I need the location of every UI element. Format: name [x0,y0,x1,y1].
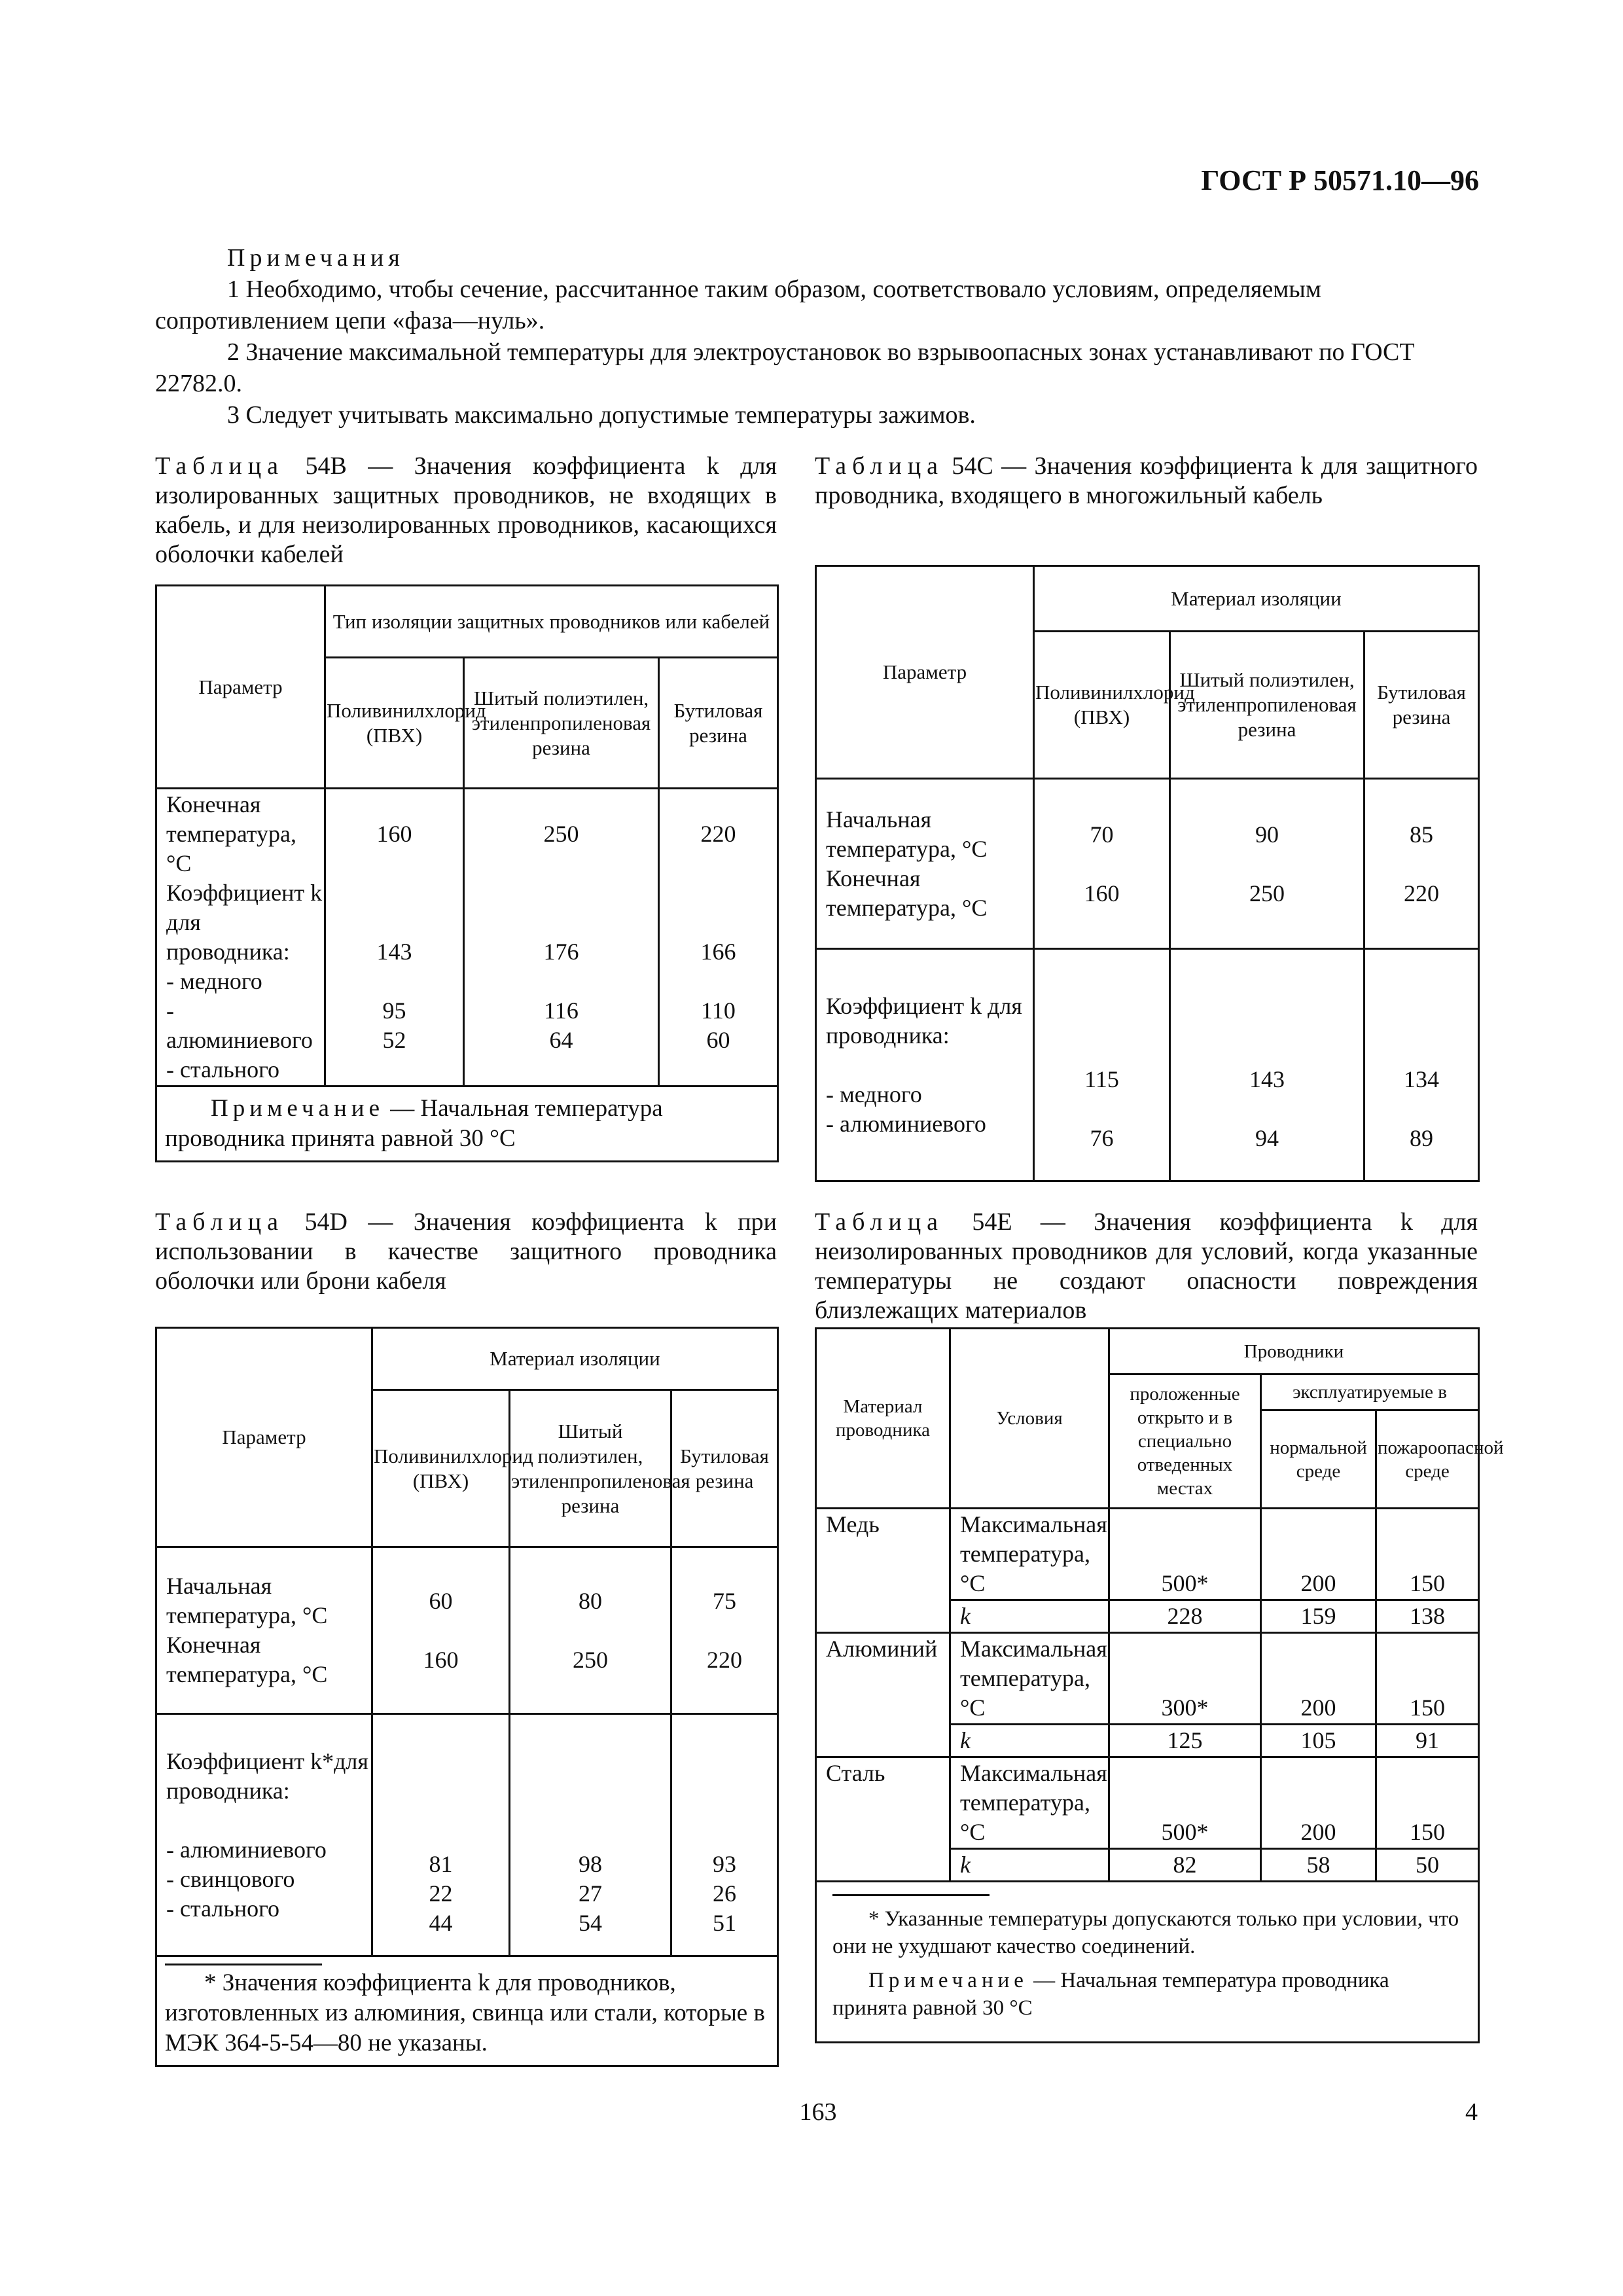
row-labels-cell: Коэффициент k для проводника: - медного - алюминиевого [816,949,1034,1181]
material-cell: Сталь [816,1757,950,1882]
page-number: 163 [799,2098,837,2126]
col-xlpe-header: Шитый полиэтилен, этиленпропиленовая резина [464,658,659,789]
butyl-values: 220 166 110 60 [659,789,778,1086]
col-pvc-header: Поливинилхлорид (ПВХ) [325,658,464,789]
sheet-number: 4 [1465,2098,1478,2126]
max-temp-label: Максимальная температура, °С [950,1633,1109,1725]
note-3: 3 Следует учитывать максимально допустимые температуры зажимов. [227,401,976,429]
k-label: k [950,1849,1109,1882]
general-notes [155,242,1477,431]
k-label: k [950,1600,1109,1633]
col-xlpe-header: Шитый полиэтилен, этиленпропиленовая резина [1170,632,1364,779]
col-pvc-header: Поливинилхлорид (ПВХ) [1034,632,1170,779]
pvc-values: 160 143 95 52 [325,789,464,1086]
table-54c-caption: Таблица 54С — Значения коэффициента k для защитного проводника, входящего в многожильный кабель [815,452,1478,509]
table-54b-caption: Таблица 54В — Значения коэффициента k для изолированных защитных проводников, не входящих в кабель, и для неизолированных проводников, касающихся оболочки кабелей [155,452,777,568]
row-labels-cell: Конечная температура, °С Коэффициент k для проводника: - медного - алюминиевого - стального [156,789,325,1086]
k-label: k [950,1725,1109,1757]
table-54e: Материал проводника Условия Проводники проложенные открыто и в специально отведенных местах эксплуатируемые в нормальной среде пожароопасной среде Медь Максимальная температура, °С 500* 200 150 k 228 159 138 Алюминий Максимальная температура, °С 300* 200 150 k 125 105 91 Сталь Максимальная температура, °С 500* 200 150 k 82 58 50 * Указанные температуры допускаются только при условии, что они не ухудшают качество соединений. Примечание — Начальная температура проводника принята равной 30 °С [815,1327,1480,2043]
max-temp-label: Максимальная температура, °С [950,1509,1109,1600]
row-labels-cell: Коэффициент k*для проводника: - алюминиевого - свинцового - стального [156,1714,372,1956]
document-code: ГОСТ Р 50571.10—96 [1201,164,1479,196]
table-54c: Параметр Материал изоляции Поливинилхлорид (ПВХ) Шитый полиэтилен, этиленпропиленовая резина Бутиловая резина Начальная температура, °С Конечная температура, °С 70 160 90 250 85 220 Коэффициент k для проводника: - медного - алюминиевого 115 76 143 94 134 89 [815,565,1480,1182]
table-54d-footnote: * Значения коэффициента k для проводников, изготовленных из алюминия, свинца или стали, которые в МЭК 364-5-54—80 не указаны. [156,1956,778,2066]
row-labels-cell: Начальная температура, °С Конечная температура, °С [156,1547,372,1714]
row-labels-cell: Начальная температура, °С Конечная температура, °С [816,779,1034,949]
col-butyl-header: Бутиловая резина [1364,632,1479,779]
footnote-divider [165,1964,322,1965]
note-2: 2 Значение максимальной температуры для электроустановок во взрывоопасных зонах устанавливают по ГОСТ 22782.0. [155,338,1415,397]
material-header: Материал проводника [816,1329,950,1509]
param-header: Параметр [156,586,325,789]
conductors-header: Проводники [1109,1329,1479,1374]
col-pvc-header: Поливинилхлорид (ПВХ) [372,1390,510,1547]
notes-title: Примечания [227,244,404,272]
param-header: Параметр [816,566,1034,779]
normal-env-header: нормальной среде [1261,1410,1376,1509]
table-54d-caption: Таблица 54D — Значения коэффициента k при использовании в качестве защитного проводника оболочки или брони кабеля [155,1208,777,1295]
table-54e-caption: Таблица 54Е — Значения коэффициента k для неизолированных проводников для условий, когда указанные температуры не создают опасности повреждения близлежащих материалов [815,1208,1478,1324]
group-header: Тип изоляции защитных проводников или кабелей [325,586,778,658]
open-header: проложенные открыто и в специально отведенных местах [1109,1374,1261,1509]
max-temp-label: Максимальная температура, °С [950,1757,1109,1849]
table-54e-footnote: * Указанные температуры допускаются только при условии, что они не ухудшают качество соединений. Примечание — Начальная температура проводника принята равной 30 °С [816,1882,1479,2043]
group-header: Материал изоляции [1034,566,1479,632]
fire-env-header: пожароопасной среде [1376,1410,1479,1509]
material-cell: Медь [816,1509,950,1633]
material-cell: Алюминий [816,1633,950,1757]
group-header: Материал изоляции [372,1328,778,1390]
conditions-header: Условия [950,1329,1109,1509]
note-1: 1 Необходимо, чтобы сечение, рассчитанное таким образом, соответствовало условиям, определяемым сопротивлением цепи «фаза—нуль». [155,276,1321,334]
param-header: Параметр [156,1328,372,1547]
table-54b [155,584,779,1162]
footnote-divider [832,1894,990,1896]
table-54d: Параметр Материал изоляции Поливинилхлорид (ПВХ) Шитый полиэтилен, этиленпропиленовая резина Бутиловая резина Начальная температура, °С Конечная температура, °С 60 160 80 250 75 220 Коэффициент k*для проводника: - алюминиевого - свинцового - стального 81 22 44 98 27 54 93 26 51 * Значения коэффициента k для проводников, изготовленных из алюминия, свинца или стали, которые в МЭК 364-5-54—80 не указаны. [155,1327,779,2067]
table-54b-note: Примечание — Начальная температура проводника принята равной 30 °С [156,1086,778,1162]
xlpe-values: 250 176 116 64 [464,789,659,1086]
col-butyl-header: Бутиловая резина [671,1390,778,1547]
col-xlpe-header: Шитый полиэтилен, этиленпропиленовая резина [510,1390,671,1547]
operated-header: эксплуатируемые в [1261,1374,1479,1410]
col-butyl-header: Бутиловая резина [659,658,778,789]
